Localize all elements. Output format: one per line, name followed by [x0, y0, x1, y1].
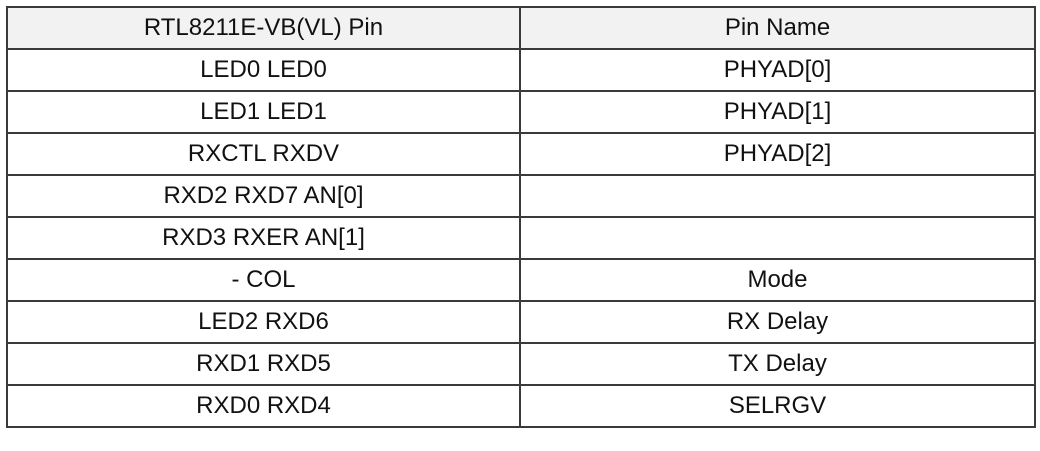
pin-name-cell — [520, 175, 1035, 217]
pin-name-cell: SELRGV — [520, 385, 1035, 427]
rtl-pin-cell: LED0 LED0 — [7, 49, 520, 91]
table-row — [7, 259, 1035, 301]
pin-mapping-table — [6, 6, 1036, 428]
table-row — [7, 175, 1035, 217]
pin-name-cell: TX Delay — [520, 343, 1035, 385]
header-pin-name: Pin Name — [520, 7, 1035, 49]
pin-name-cell — [520, 217, 1035, 259]
table-row — [7, 385, 1035, 427]
table-row — [7, 133, 1035, 175]
rtl-pin-cell: LED1 LED1 — [7, 91, 520, 133]
header-row — [7, 7, 1035, 49]
pin-name-cell: RX Delay — [520, 301, 1035, 343]
table-row — [7, 217, 1035, 259]
rtl-pin-cell: LED2 RXD6 — [7, 301, 520, 343]
pin-name-cell: PHYAD[0] — [520, 49, 1035, 91]
rtl-pin-cell: RXD3 RXER AN[1] — [7, 217, 520, 259]
rtl-pin-cell: RXD1 RXD5 — [7, 343, 520, 385]
table-row — [7, 301, 1035, 343]
rtl-pin-cell: RXD2 RXD7 AN[0] — [7, 175, 520, 217]
table-header — [7, 7, 1035, 49]
table-row — [7, 91, 1035, 133]
header-rtl-pin: RTL8211E-VB(VL) Pin — [7, 7, 520, 49]
rtl-pin-cell: RXCTL RXDV — [7, 133, 520, 175]
pin-name-cell: PHYAD[2] — [520, 133, 1035, 175]
pin-name-cell: Mode — [520, 259, 1035, 301]
rtl-pin-cell: RXD0 RXD4 — [7, 385, 520, 427]
table-body — [7, 49, 1035, 427]
rtl-pin-cell: - COL — [7, 259, 520, 301]
table-row — [7, 343, 1035, 385]
pin-name-cell: PHYAD[1] — [520, 91, 1035, 133]
table-row — [7, 49, 1035, 91]
